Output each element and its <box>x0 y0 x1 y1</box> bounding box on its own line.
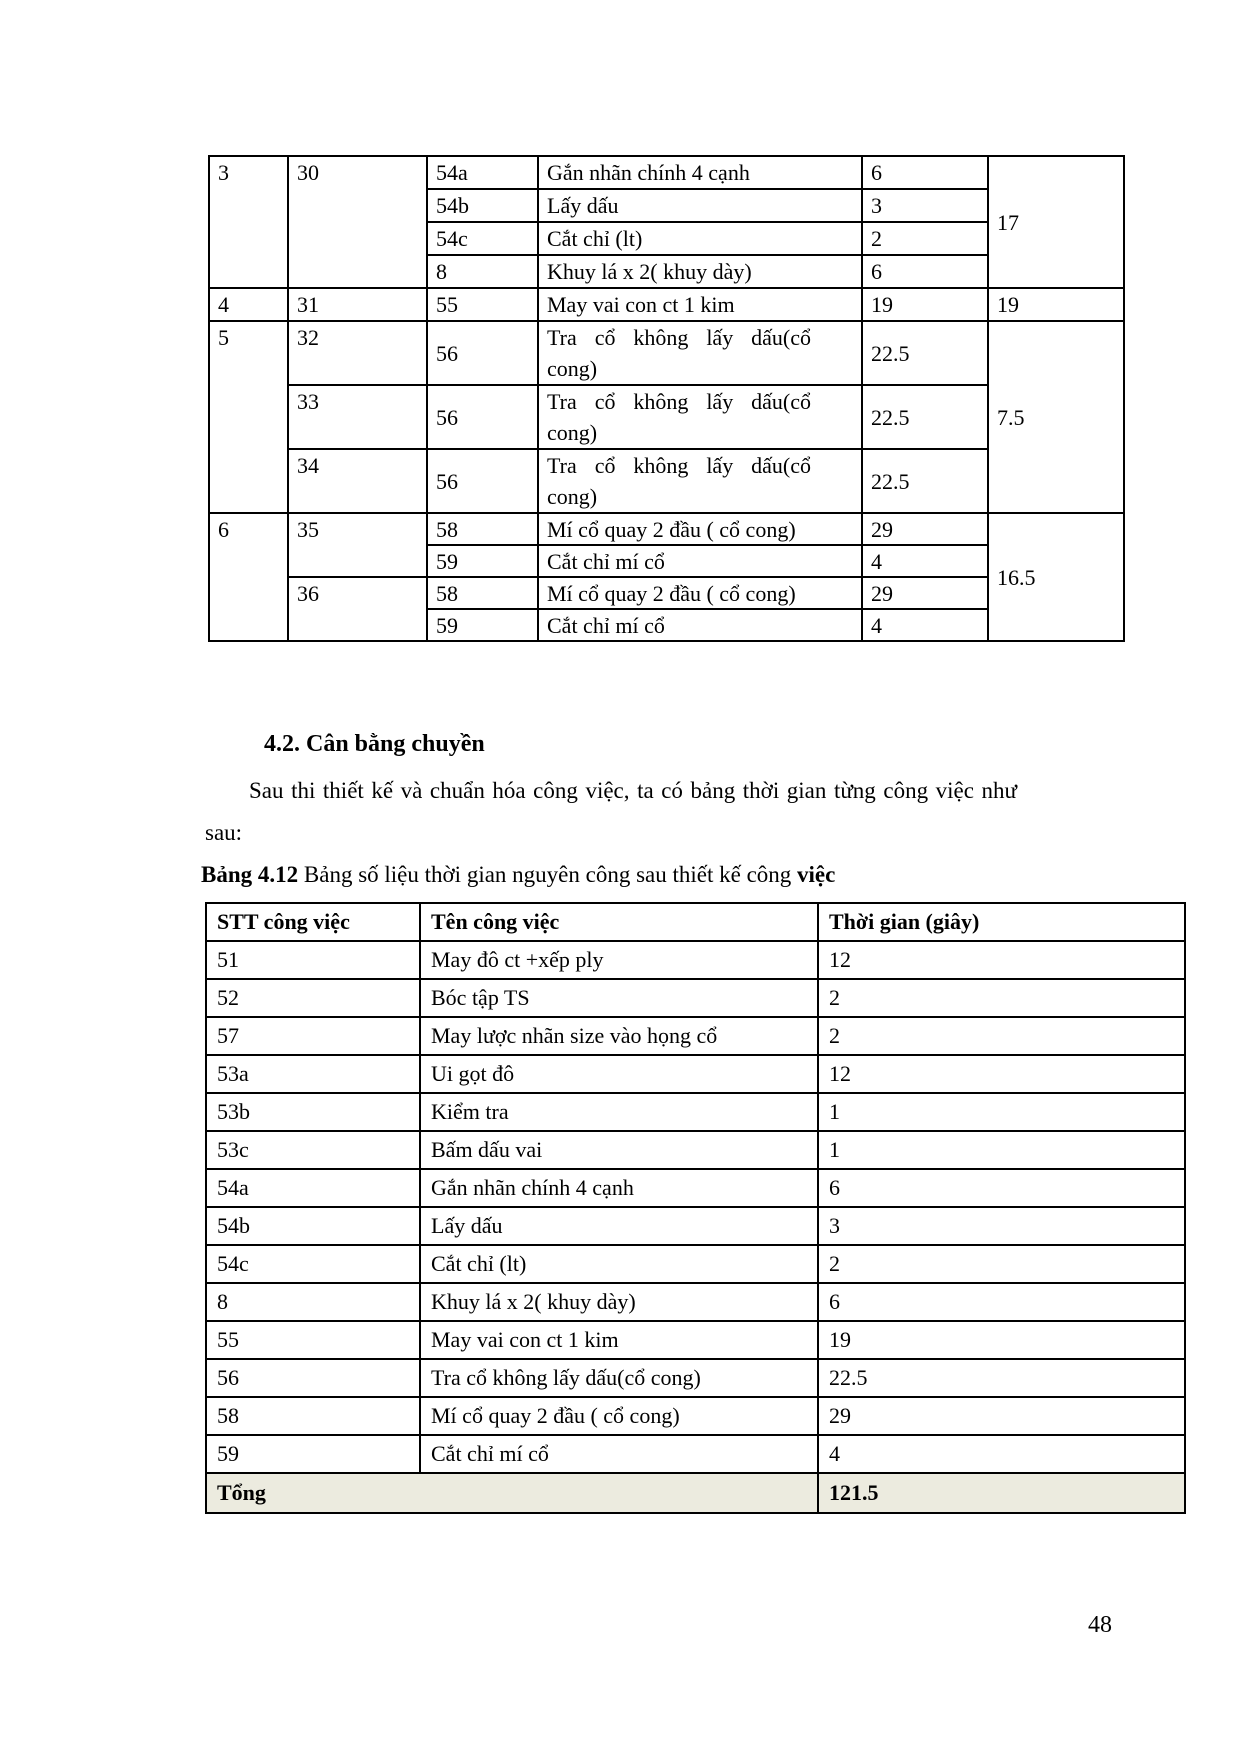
op-time-cell: 4 <box>818 1435 1185 1473</box>
op-name-cell: Mí cổ quay 2 đầu ( cổ cong) <box>538 513 862 545</box>
op-time-cell: 19 <box>818 1321 1185 1359</box>
op-code-cell: 58 <box>427 577 538 609</box>
op-time-cell: 2 <box>862 222 988 255</box>
table-row <box>209 321 1124 385</box>
op-number-cell: 54c <box>206 1245 420 1283</box>
group-no-cell: 3 <box>209 156 288 288</box>
op-time-cell: 22.5 <box>862 385 988 449</box>
table-row <box>209 156 1124 189</box>
body-paragraph: Sau thi thiết kế và chuẩn hóa công việc, ta có bảng thời gian từng công việc như sau: <box>205 778 1017 845</box>
group-no-cell: 6 <box>209 513 288 641</box>
op-time-cell: 12 <box>818 941 1185 979</box>
op-number-cell: 53a <box>206 1055 420 1093</box>
caption-label: Bảng 4.12 <box>201 862 299 887</box>
op-time-cell: 6 <box>818 1169 1185 1207</box>
table-row <box>209 288 1124 321</box>
op-name-cell: Mí cổ quay 2 đầu ( cổ cong) <box>420 1397 818 1435</box>
op-number-cell: 59 <box>206 1435 420 1473</box>
op-name-cell: Cắt chỉ mí cổ <box>538 545 862 577</box>
op-name-cell: Cắt chỉ (lt) <box>538 222 862 255</box>
header-stt: STT công việc <box>206 903 420 941</box>
op-number-cell: 58 <box>206 1397 420 1435</box>
op-name-cell: Lấy dấu <box>538 189 862 222</box>
op-name-cell: Bấm dấu vai <box>420 1131 818 1169</box>
op-name-cell: May đô ct +xếp ply <box>420 941 818 979</box>
op-time-cell: 1 <box>818 1093 1185 1131</box>
op-name-cell: Tra cổ không lấy dấu(cổ cong) <box>538 385 862 449</box>
op-number-cell: 53b <box>206 1093 420 1131</box>
op-time-cell: 22.5 <box>862 449 988 513</box>
table-row <box>206 1359 1185 1397</box>
op-number-cell: 52 <box>206 979 420 1017</box>
op-time-cell: 4 <box>862 545 988 577</box>
op-time-cell: 29 <box>862 577 988 609</box>
table-row <box>206 1435 1185 1473</box>
table-caption <box>201 858 1101 892</box>
total-label-cell: Tổng <box>206 1473 818 1513</box>
op-time-cell: 22.5 <box>818 1359 1185 1397</box>
table-row <box>206 1055 1185 1093</box>
table-row <box>206 1131 1185 1169</box>
table-row <box>206 1017 1185 1055</box>
op-name-cell: Lấy dấu <box>420 1207 818 1245</box>
group-total-cell: 16.5 <box>988 513 1124 641</box>
op-name-cell: Gắn nhãn chính 4 cạnh <box>538 156 862 189</box>
op-name-cell: Cắt chỉ (lt) <box>420 1245 818 1283</box>
operation-time-table <box>205 902 1186 1514</box>
op-code-cell: 59 <box>427 609 538 641</box>
op-name-cell: Khuy lá x 2( khuy dày) <box>538 255 862 288</box>
stt-cell: 32 <box>288 321 427 385</box>
table-header-row <box>206 903 1185 941</box>
op-number-cell: 54a <box>206 1169 420 1207</box>
table-row <box>206 1321 1185 1359</box>
op-time-cell: 6 <box>862 156 988 189</box>
stt-cell: 33 <box>288 385 427 449</box>
op-time-cell: 6 <box>862 255 988 288</box>
section-heading: 4.2. Cân bằng chuyền <box>264 731 485 757</box>
table-row <box>209 449 1124 513</box>
op-time-cell: 29 <box>818 1397 1185 1435</box>
table-row <box>206 1207 1185 1245</box>
op-name-cell: Ui gọt đô <box>420 1055 818 1093</box>
op-name-cell: Kiểm tra <box>420 1093 818 1131</box>
op-code-cell: 56 <box>427 385 538 449</box>
op-code-cell: 56 <box>427 449 538 513</box>
table-row <box>206 941 1185 979</box>
op-number-cell: 8 <box>206 1283 420 1321</box>
op-code-cell: 56 <box>427 321 538 385</box>
op-time-cell: 3 <box>862 189 988 222</box>
op-time-cell: 19 <box>862 288 988 321</box>
op-name-cell: Cắt chỉ mí cổ <box>420 1435 818 1473</box>
op-number-cell: 55 <box>206 1321 420 1359</box>
stt-cell: 31 <box>288 288 427 321</box>
op-code-cell: 54c <box>427 222 538 255</box>
op-name-cell: May vai con ct 1 kim <box>538 288 862 321</box>
stt-cell: 36 <box>288 577 427 641</box>
table-row <box>209 577 1124 609</box>
header-ten: Tên công việc <box>420 903 818 941</box>
op-name-cell: May vai con ct 1 kim <box>420 1321 818 1359</box>
op-name-cell: May lược nhãn size vào họng cổ <box>420 1017 818 1055</box>
table-row <box>206 1169 1185 1207</box>
op-number-cell: 53c <box>206 1131 420 1169</box>
group-total-cell: 19 <box>988 288 1124 321</box>
op-number-cell: 54b <box>206 1207 420 1245</box>
table-row <box>206 1093 1185 1131</box>
table-row <box>206 979 1185 1017</box>
op-time-cell: 29 <box>862 513 988 545</box>
stt-cell: 30 <box>288 156 427 288</box>
op-name-cell: Khuy lá x 2( khuy dày) <box>420 1283 818 1321</box>
table-row <box>206 1245 1185 1283</box>
table-row <box>206 1397 1185 1435</box>
table-row <box>209 385 1124 449</box>
op-time-cell: 2 <box>818 1017 1185 1055</box>
op-name-cell: Tra cổ không lấy dấu(cổ cong) <box>538 449 862 513</box>
op-time-cell: 3 <box>818 1207 1185 1245</box>
group-no-cell: 5 <box>209 321 288 513</box>
op-code-cell: 58 <box>427 513 538 545</box>
op-code-cell: 54a <box>427 156 538 189</box>
caption-text: Bảng số liệu thời gian nguyên công sau thiết kế công <box>298 862 798 887</box>
op-name-cell: Tra cổ không lấy dấu(cổ cong) <box>420 1359 818 1397</box>
op-time-cell: 2 <box>818 1245 1185 1283</box>
ops-time-table-body <box>206 941 1185 1473</box>
stt-cell: 35 <box>288 513 427 577</box>
op-name-cell: Cắt chỉ mí cổ <box>538 609 862 641</box>
op-time-cell: 22.5 <box>862 321 988 385</box>
op-time-cell: 12 <box>818 1055 1185 1093</box>
op-code-cell: 8 <box>427 255 538 288</box>
stt-cell: 34 <box>288 449 427 513</box>
line-balance-continuation-table <box>208 155 1125 642</box>
op-name-cell: Gắn nhãn chính 4 cạnh <box>420 1169 818 1207</box>
op-number-cell: 51 <box>206 941 420 979</box>
group-no-cell: 4 <box>209 288 288 321</box>
op-number-cell: 56 <box>206 1359 420 1397</box>
op-name-cell: Bóc tập TS <box>420 979 818 1017</box>
page-number: 48 <box>1088 1612 1112 1638</box>
table-row <box>209 513 1124 545</box>
op-time-cell: 1 <box>818 1131 1185 1169</box>
op-name-cell: Tra cổ không lấy dấu(cổ cong) <box>538 321 862 385</box>
group-total-cell: 7.5 <box>988 321 1124 513</box>
op-time-cell: 2 <box>818 979 1185 1017</box>
op-name-cell: Mí cổ quay 2 đầu ( cổ cong) <box>538 577 862 609</box>
header-thoi-gian: Thời gian (giây) <box>818 903 1185 941</box>
op-time-cell: 6 <box>818 1283 1185 1321</box>
op-number-cell: 57 <box>206 1017 420 1055</box>
op-code-cell: 55 <box>427 288 538 321</box>
op-code-cell: 59 <box>427 545 538 577</box>
op-code-cell: 54b <box>427 189 538 222</box>
total-row <box>206 1473 1185 1513</box>
caption-bold-word: việc <box>797 862 836 887</box>
group-total-cell: 17 <box>988 156 1124 288</box>
op-time-cell: 4 <box>862 609 988 641</box>
table-row <box>206 1283 1185 1321</box>
total-value-cell: 121.5 <box>818 1473 1185 1513</box>
